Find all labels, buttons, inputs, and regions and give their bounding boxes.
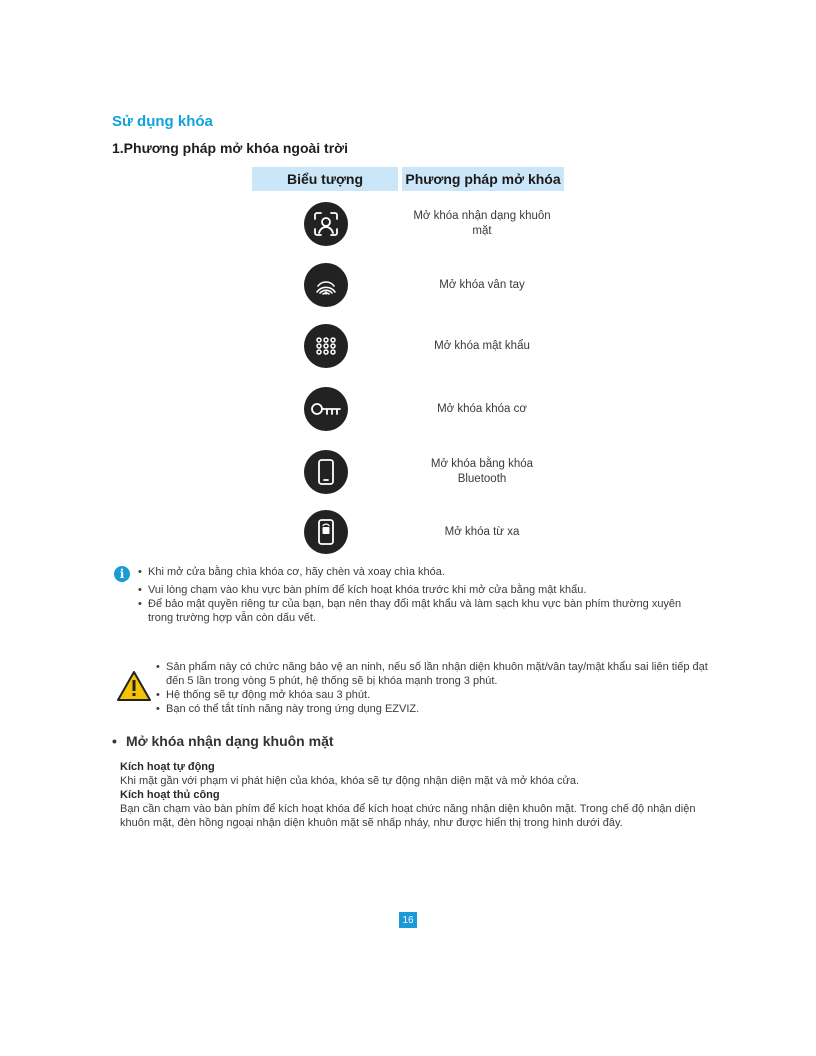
auto-text: Khi mặt gần với phạm vi phát hiện của khóa, khóa sẽ tự động nhận diện mặt và mở khóa cửa. bbox=[120, 775, 580, 787]
section-title: Sử dụng khóa bbox=[112, 113, 213, 130]
table-row bbox=[252, 323, 564, 369]
header-icon: Biểu tượng bbox=[252, 167, 398, 191]
method-label: Mở khóa khóa cơ bbox=[437, 402, 527, 415]
manual-text: Bạn cần chạm vào bàn phím để kích hoạt khóa để kích hoạt chức năng nhận diện khuôn mặt. Trong chế độ nhận diện khuôn mặt, đèn hồng ngoại nhận diện khuôn mặt sẽ nhấp nháy, như được hiển thị trong hình dưới đây. bbox=[120, 803, 696, 829]
keypad-icon bbox=[304, 324, 348, 368]
unlock-methods-table bbox=[252, 167, 564, 191]
table-row bbox=[252, 449, 564, 495]
face-recognition-icon bbox=[304, 202, 348, 246]
list-item: • Khi mở cửa bằng chìa khóa cơ, hãy chèn và xoay chìa khóa. bbox=[138, 565, 708, 579]
table-row bbox=[252, 386, 564, 432]
method-label: Mở khóa mật khẩu bbox=[434, 339, 530, 352]
face-section-heading: • Mở khóa nhận dạng khuôn mặt bbox=[112, 733, 334, 749]
remote-phone-icon bbox=[304, 510, 348, 554]
method-label: Mở khóa từ xa bbox=[444, 525, 520, 538]
table-header bbox=[252, 167, 564, 191]
list-item: • Sản phẩm này có chức năng bảo vệ an ninh, nếu số lần nhận diện khuôn mặt/vân tay/mật khẩu sai liên tiếp đạt đến 5 lần trong vòng 5 phút, hệ thống sẽ bị khóa mạnh trong 3 phút. bbox=[156, 660, 716, 688]
method-label: Mở khóa nhận dạng khuôn mặt bbox=[413, 210, 551, 237]
phone-bluetooth-icon bbox=[304, 450, 348, 494]
list-item: • Vui lòng chạm vào khu vực bàn phím để kích hoạt khóa trước khi mở cửa bằng mật khẩu. bbox=[138, 583, 708, 597]
page-number: 16 bbox=[399, 912, 417, 928]
table-row bbox=[252, 509, 564, 555]
manual-title: Kích hoạt thủ công bbox=[120, 789, 220, 801]
list-item: • Để bảo mật quyền riêng tư của bạn, bạn nên thay đổi mật khẩu và làm sạch khu vực bàn phím thường xuyên trong trường hợp vẫn còn dấu vết. bbox=[138, 597, 708, 625]
fingerprint-icon bbox=[304, 263, 348, 307]
method-label: Mở khóa vân tay bbox=[439, 278, 525, 291]
method-label: Mở khóa bằng khóa Bluetooth bbox=[430, 458, 534, 485]
warning-icon bbox=[116, 670, 152, 707]
header-method: Phương pháp mở khóa bbox=[402, 167, 564, 191]
info-icon: i bbox=[114, 566, 130, 582]
info-notes bbox=[138, 565, 708, 625]
face-section-body bbox=[120, 760, 710, 830]
list-item: • Bạn có thể tắt tính năng này trong ứng dụng EZVIZ. bbox=[156, 702, 716, 716]
mechanical-key-icon bbox=[304, 387, 348, 431]
sub-title: 1.Phương pháp mở khóa ngoài trời bbox=[112, 140, 349, 156]
warning-notes bbox=[156, 660, 716, 716]
table-row bbox=[252, 262, 564, 308]
auto-title: Kích hoạt tự động bbox=[120, 761, 215, 773]
list-item: • Hệ thống sẽ tự động mở khóa sau 3 phút. bbox=[156, 688, 716, 702]
table-row bbox=[252, 201, 564, 247]
